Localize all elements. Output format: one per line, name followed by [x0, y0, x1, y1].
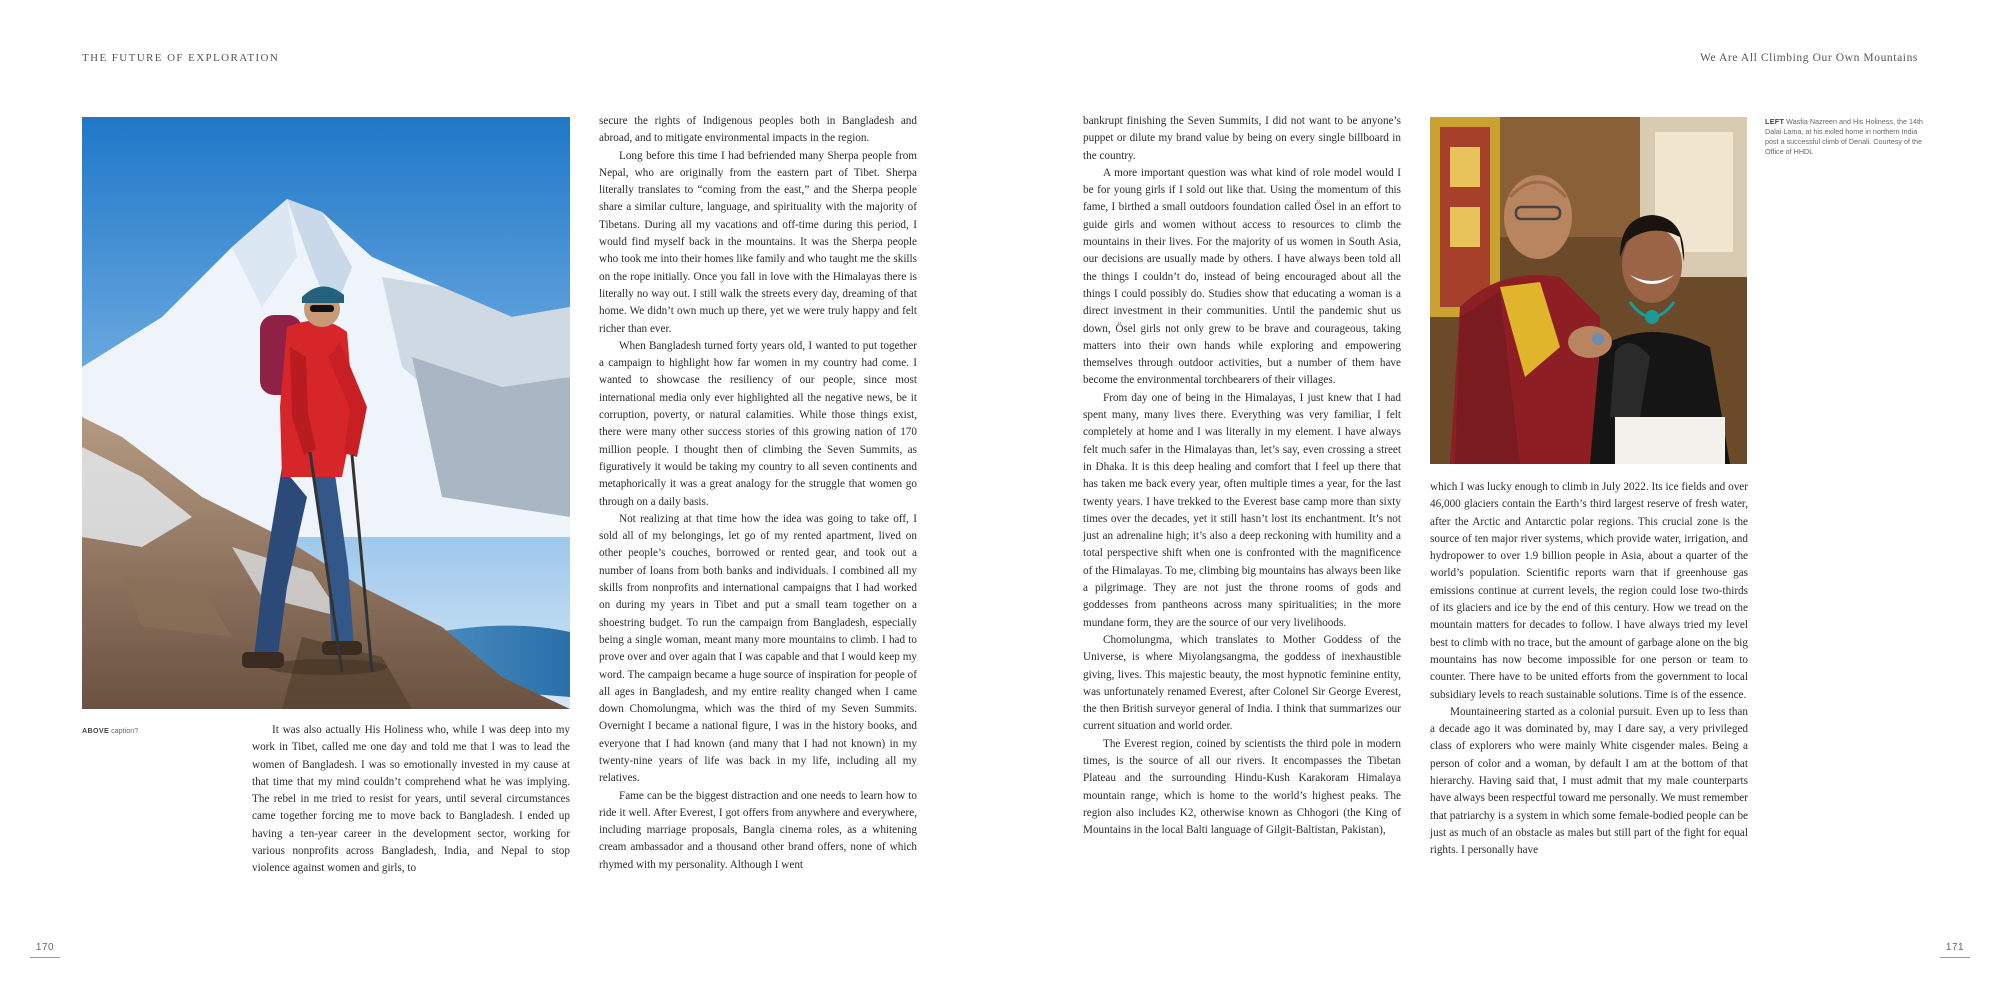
- caption-text: Wasfia Nazreen and His Holiness, the 14th Dalai Lama, at his exiled home in northern India post a successful climb of Denali. Courtesy of the Office of HHDL: [1765, 117, 1923, 156]
- paragraph: When Bangladesh turned forty years old, I wanted to put together a campaign to highlight how far women in my country had come. I wanted to showcase the resiliency of our people, since most international media only ever highlighted all the negative news, be it corruption, poverty, or natural calamities. While those things exist, there were many other success stories of this growing nation of 170 million people. I thought then of climbing the Seven Summits, as figuratively it would be taking my country to all seven continents and metaphorically it was a great analogy for the struggle that women go through on a daily basis.: [599, 339, 917, 508]
- paragraph: Mountaineering started as a colonial pursuit. Even up to less than a decade ago it was dominated by, may I dare say, a very privileged class of explorers who were mainly White cisgender males. Being a person of color and a woman, by default I am at the bottom of that hierarchy. Having said that, I must admit that my male counterparts have always been respectful toward me personally. We must remember that patriarchy is a system in which some female-bodied people can be just as much of an obstacle as males but still part of the fight for equal rights. I personally have: [1430, 705, 1748, 857]
- text-column-2: [599, 113, 917, 874]
- paragraph: A more important question was what kind of role model would I be for young girls if I sold out like that. Using the momentum of this fame, I birthed a small outdoors foundation called Ösel in an effort to guide girls and women without access to resources to climb the mountains in their lives. For the majority of us women in South Asia, our decisions are usually made by others. I have always been told all the things I couldn’t do, instead of being encouraged about all the things I could possibly do. Studies show that educating a woman is a direct investment in their communities. Until the pandemic shut us down, Ösel girls not only grew to be brave and courageous, taking matters into their own hands while exploring and empowering themselves through outdoor activities, but a number of them have become the environmental torchbearers of their villages.: [1083, 166, 1401, 387]
- page-number-right: 171: [1940, 942, 1970, 958]
- dalai-lama-photo: [1430, 117, 1747, 464]
- caption-text: caption?: [111, 726, 139, 735]
- paragraph: Fame can be the biggest distraction and one needs to learn how to ride it well. After Everest, I got offers from anywhere and everywhere, including marriage proposals, Bangla cinema roles, as a whitening cream ambassador and a thousand other brand offers, none of which rhymed with my personality. Although I went: [599, 789, 917, 871]
- paragraph: bankrupt finishing the Seven Summits, I did not want to be anyone’s puppet or dilute my brand value by being on every single billboard in the country.: [1083, 115, 1401, 162]
- caption-label: ABOVE: [82, 726, 110, 735]
- climber-illustration: [82, 117, 570, 709]
- caption-label: LEFT: [1765, 117, 1785, 126]
- text-column-1: [252, 722, 570, 878]
- paragraph: Long before this time I had befriended many Sherpa people from Nepal, who are originally from the eastern part of Tibet. Sherpa literally translates to “coming from the east,” and the Sherpa people share a similar culture, language, and spirituality with the majority of Tibetans. During all my vacations and off-time during this period, I would find myself back in the mountains. It was the Sherpa people who took me into their homes like family and who taught me the skills on the rope initially. Once you fall in love with the Himalayas there is literally no way out. I still walk the streets every day, dreaming of that home. We didn’t own much up there, yet we were truly happy and felt richer than ever.: [599, 149, 917, 335]
- paragraph: It was also actually His Holiness who, while I was deep into my work in Tibet, called me one day and told me that I was to lead the women of Bangladesh. I was so emotionally invested in my cause at that time that my mind couldn’t comprehend what he was implying. The rebel in me tried to resist for years, until several circumstances came together forcing me to move back to Bangladesh. I ended up having a ten-year career in the development sector, working for various nonprofits across Bangladesh, India, and Nepal to stop violence against women and girls, to: [252, 724, 570, 875]
- paragraph: Chomolungma, which translates to Mother Goddess of the Universe, is where Miyolangsangma, the goddess of inexhaustible giving, lives. This majestic beauty, the most hypnotic feminine entity, was unfortunately renamed Everest, after Colonel Sir George Everest, the then British surveyor general of India. I think that summarizes our current situation and world order.: [1083, 633, 1401, 733]
- text-column-4: [1430, 479, 1748, 860]
- running-head-left: THE FUTURE OF EXPLORATION: [82, 52, 280, 64]
- photo-caption-left: [1765, 117, 1925, 157]
- paragraph: which I was lucky enough to climb in July 2022. Its ice fields and over 46,000 glaciers contain the Earth’s third largest reserve of fresh water, after the Arctic and Antarctic polar regions. This crucial zone is the source of ten major river systems, which provide water, irrigation, and hydropower to over 1.9 billion people in Asia, about a quarter of the world’s population. Scientific reports warn that if greenhouse gas emissions continue at current levels, the region could lose two-thirds of its glaciers and ice by the end of this century. How we tread on the mountain matters for decades to follow. I have always tried my level best to climb with no trace, but the amount of garbage alone on the big mountains has now become impossible for one person or team to counter. There have to be united efforts from the government to local subsidiary levels to reach sustainable solutions. Time is of the essence.: [1430, 481, 1748, 701]
- climber-photo: [82, 117, 570, 709]
- page-number-left: 170: [30, 942, 60, 958]
- paragraph: The Everest region, coined by scientists the third pole in modern times, is the source of all our rivers. It encompasses the Tibetan Plateau and the surrounding Hindu-Kush Karakoram Himalaya mountain range, which is home to the world’s highest peaks. The region also includes K2, otherwise known as Chhogori (the King of Mountains in the local Balti language of Gilgit-Baltistan, Pakistan),: [1083, 737, 1401, 837]
- text-column-3: [1083, 113, 1401, 839]
- portrait-illustration: [1430, 117, 1747, 464]
- paragraph: From day one of being in the Himalayas, I just knew that I had spent many, many lives there. Everything was very familiar, I felt completely at home and I was literally in my element. I have always felt much safer in the Himalayas than, let’s say, even crossing a street in Dhaka. It is this deep healing and comfort that I feel up there that has taken me back every year, often multiple times a year, for the last twenty years. I have trekked to the Everest base camp more than sixty times over the decades, yet it still hasn’t lost its enchantment. It’s not just an adrenaline high; it’s also a deep reckoning with humility and a total perspective shift when one is confronted with the magnificence of the Himalayas. To me, climbing big mountains has always been like a pilgrimage. They are not just the throne rooms of gods and goddesses from pantheons across many spiritualities; in the more mundane form, they are the source of our very livelihoods.: [1083, 391, 1401, 629]
- photo-caption-above: [82, 726, 138, 736]
- paragraph: secure the rights of Indigenous peoples both in Bangladesh and abroad, and to mitigate environmental impacts in the region.: [599, 115, 917, 145]
- paragraph: Not realizing at that time how the idea was going to take off, I sold all of my belongings, let go of my rented apartment, lived on other people’s couches, borrowed or rented gear, and took out a number of loans from both banks and individuals. I combined all my skills from nonprofits and international campaigns that I had worked on during my years in Tibet and put a small team together on a shoestring budget. To run the campaign from Bangladesh, especially being a single woman, meant many more mountains to climb. I had to prove over and over again that I was capable and that I would keep my word. The campaign became a huge source of inspiration for people of all ages in Bangladesh, and my entire reality changed when I came down Chomolungma, which was the third of my Seven Summits. Overnight I became a national figure, I was in the history books, and everyone that I had known (and many that I had not known) in my twenty-nine years of life was back in my life, including all my relatives.: [599, 512, 917, 785]
- running-head-right: We Are All Climbing Our Own Mountains: [1699, 52, 1918, 64]
